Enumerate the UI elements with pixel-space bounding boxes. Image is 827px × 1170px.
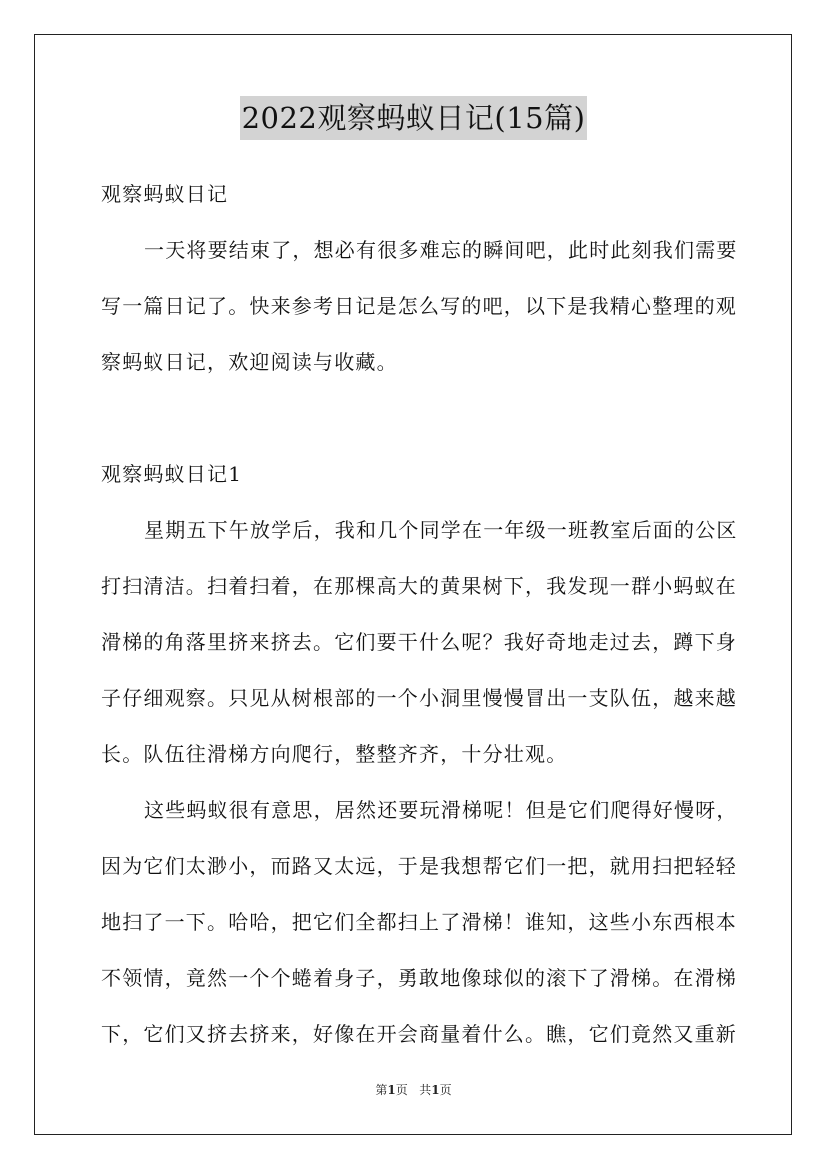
paragraph-line: 滑梯的角落里挤来挤去。它们要干什么呢？我好奇地走过去，蹲下身 — [101, 630, 737, 654]
section-heading: 观察蚂蚁日记1 — [101, 462, 243, 486]
title-container — [0, 96, 827, 140]
intro-heading: 观察蚂蚁日记 — [101, 182, 229, 206]
paragraph-line: 子仔细观察。只见从树根部的一个小洞里慢慢冒出一支队伍，越来越 — [101, 686, 737, 710]
paragraph-line: 地扫了一下。哈哈，把它们全都扫上了滑梯！谁知，这些小东西根本 — [101, 910, 737, 934]
paragraph-line: 星期五下午放学后，我和几个同学在一年级一班教室后面的公区 — [144, 518, 738, 542]
paragraph-line: 不领情，竟然一个个蜷着身子，勇敢地像球似的滚下了滑梯。在滑梯 — [101, 966, 737, 990]
paragraph-line: 打扫清洁。扫着扫着，在那棵高大的黄果树下，我发现一群小蚂蚁在 — [101, 574, 737, 598]
total-prefix: 共 — [419, 1083, 432, 1097]
total-pages: 1 — [431, 1083, 440, 1097]
page-number: 1 — [387, 1083, 396, 1097]
blank-line — [101, 390, 727, 446]
page-prefix: 第 — [375, 1083, 388, 1097]
paragraph-line: 因为它们太渺小，而路又太远，于是我想帮它们一把，就用扫把轻轻 — [101, 854, 737, 878]
total-suffix: 页 — [439, 1083, 452, 1097]
page-footer — [0, 1081, 827, 1098]
paragraph-line: 下，它们又挤去挤来，好像在开会商量着什么。瞧，它们竟然又重新 — [101, 1022, 737, 1046]
intro-line: 一天将要结束了，想必有很多难忘的瞬间吧，此时此刻我们需要 — [144, 238, 738, 262]
paragraph-line: 这些蚂蚁很有意思，居然还要玩滑梯呢！但是它们爬得好慢呀， — [144, 798, 738, 822]
paragraph-line: 长。队伍往滑梯方向爬行，整整齐齐，十分壮观。 — [101, 742, 568, 766]
document-body — [101, 166, 738, 1062]
document-title: 2022观察蚂蚁日记(15篇) — [240, 96, 588, 140]
intro-line: 察蚂蚁日记，欢迎阅读与收藏。 — [101, 350, 398, 374]
intro-line: 写一篇日记了。快来参考日记是怎么写的吧，以下是我精心整理的观 — [101, 294, 737, 318]
page-suffix: 页 — [395, 1083, 408, 1097]
